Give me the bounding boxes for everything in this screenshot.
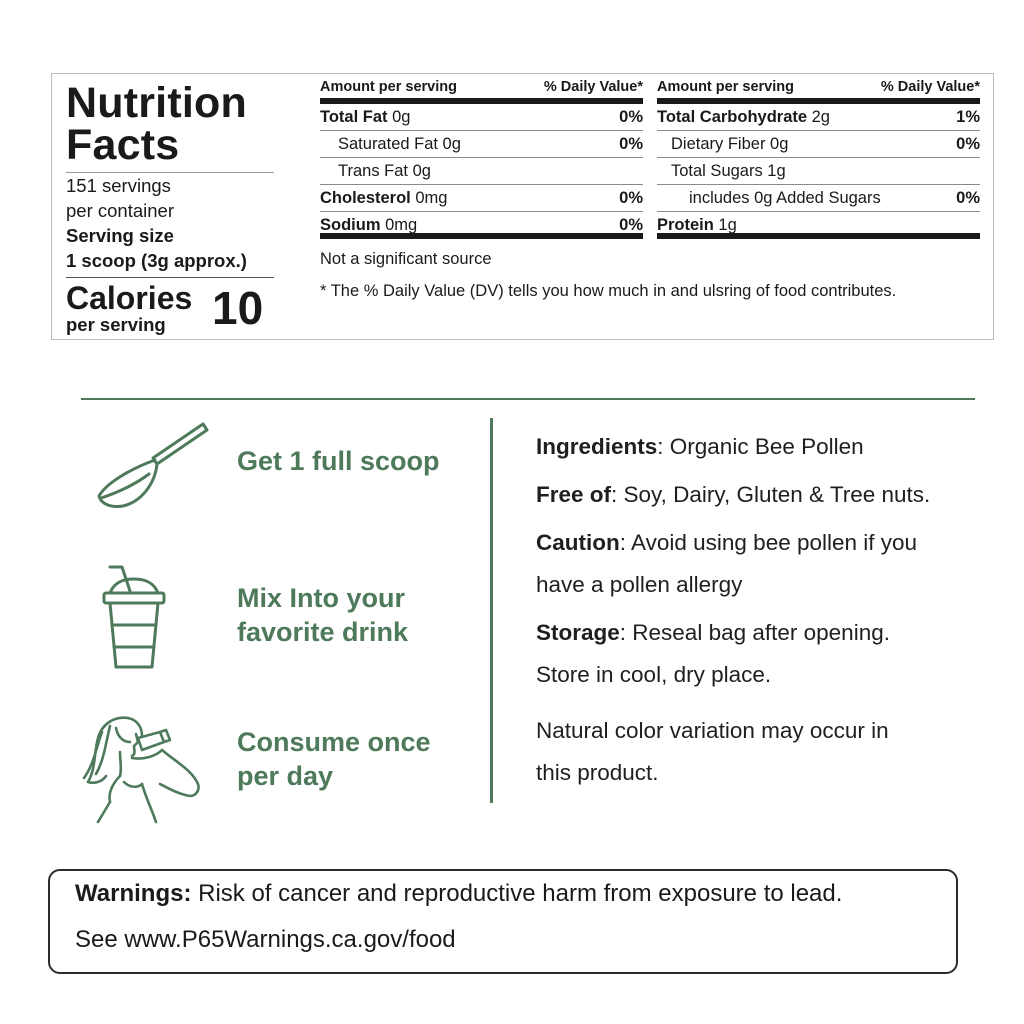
section-divider-horizontal [81, 398, 975, 400]
natural-color-line2: this product. [536, 760, 659, 785]
ingredients-label: Ingredients [536, 434, 658, 459]
amount-header: Amount per serving [657, 79, 794, 95]
nutrient-amount: Total Sugars 1g [671, 162, 786, 180]
nutrition-title [66, 79, 274, 169]
free-of-label: Free of [536, 482, 612, 507]
servings-line2: per container [66, 200, 174, 221]
nutrient-row-protein [657, 212, 980, 239]
caution-value-line2: have a pollen allergy [536, 572, 743, 597]
caution-value-line1: : Avoid using bee pollen if you [619, 530, 918, 555]
nutrient-percent: 0% [619, 108, 643, 126]
nutrient-table-right [657, 78, 980, 239]
daily-value-header: % Daily Value* [880, 79, 980, 95]
nutrient-amount: includes 0g Added Sugars [689, 189, 881, 207]
table-header [320, 78, 643, 104]
nutrient-row-total-sugars [657, 158, 980, 185]
step-3-line2: per day [237, 761, 334, 791]
calories-label: Calories [66, 280, 193, 316]
nutrient-name: Total Fat [320, 108, 388, 126]
nutrition-summary [66, 79, 274, 338]
nutrient-row-dietary-fiber [657, 131, 980, 158]
nutrient-percent: 0% [619, 216, 643, 234]
nutrient-amount: Saturated Fat 0g [338, 135, 461, 153]
nutrition-title-line1: Nutrition [66, 79, 247, 127]
warning-link-text: See www.P65Warnings.ca.gov/food [75, 926, 456, 953]
nutrient-percent: 0% [956, 189, 980, 207]
calories-value: 10 [212, 282, 264, 334]
servings-per-container [66, 173, 274, 223]
nutrient-percent: 0% [619, 135, 643, 153]
nutrient-name: Total Carbohydrate [657, 108, 808, 126]
nutrient-amount: 1g [713, 216, 737, 234]
calories-row [66, 278, 274, 338]
nutrient-row-total-fat [320, 104, 643, 131]
storage-value-line2: Store in cool, dry place. [536, 662, 772, 687]
warning-line1 [75, 877, 842, 911]
nutrient-row-total-carbohydrate [657, 104, 980, 131]
cup-with-straw-icon [100, 563, 168, 673]
table-header [657, 78, 980, 104]
daily-value-footnote: * The % Daily Value (DV) tells you how much in and ulsring of food contributes. [320, 282, 897, 300]
scoop-icon [93, 420, 213, 512]
storage-label: Storage [536, 620, 620, 645]
woman-drinking-icon [80, 712, 208, 824]
natural-color-line1: Natural color variation may occur in [536, 718, 889, 743]
nutrient-amount: 2g [807, 108, 830, 126]
nutrient-amount: 0g [387, 108, 411, 126]
nutrient-amount: Dietary Fiber 0g [671, 135, 789, 153]
warnings-box [48, 869, 958, 974]
nutrient-amount: 0mg [410, 189, 448, 207]
step-3-line1: Consume once [237, 727, 431, 757]
amount-header: Amount per serving [320, 79, 457, 95]
caution-block [536, 522, 996, 606]
nutrient-amount: 0mg [380, 216, 418, 234]
nutrient-name: Cholesterol [320, 189, 411, 207]
daily-value-header: % Daily Value* [543, 79, 643, 95]
nutrition-facts-panel [51, 73, 994, 340]
nutrient-table-left [320, 78, 643, 239]
nutrient-row-trans-fat [320, 158, 643, 185]
calories-per-serving: per serving [66, 314, 166, 335]
free-of-value: : Soy, Dairy, Gluten & Tree nuts. [611, 482, 931, 507]
nutrition-title-line2: Facts [66, 121, 180, 169]
nutrient-amount: Trans Fat 0g [338, 162, 431, 180]
step-2-line2: favorite drink [237, 617, 409, 647]
step-2-text [237, 581, 408, 649]
warning-label: Warnings: [75, 880, 192, 907]
step-1-text [237, 444, 440, 478]
nutrient-row-saturated-fat [320, 131, 643, 158]
storage-value-line1: : Reseal bag after opening. [619, 620, 890, 645]
storage-block [536, 612, 996, 696]
step-2-line1: Mix Into your [237, 583, 405, 613]
warning-text: Risk of cancer and reproductive harm from exposure to lead. [191, 880, 843, 907]
ingredients-line [536, 426, 996, 468]
nutrient-percent: 0% [956, 135, 980, 153]
ingredients-value: : Organic Bee Pollen [657, 434, 864, 459]
servings-line1: 151 servings [66, 175, 171, 196]
step-1-line1: Get 1 full scoop [237, 446, 440, 476]
caution-label: Caution [536, 530, 620, 555]
nutrient-row-cholesterol [320, 185, 643, 212]
serving-size [66, 223, 274, 273]
section-divider-vertical [490, 418, 493, 803]
serving-size-label: Serving size [66, 225, 174, 246]
serving-size-value: 1 scoop (3g approx.) [66, 250, 247, 271]
nutrient-name: Protein [657, 216, 714, 234]
nutrient-name: Sodium [320, 216, 381, 234]
natural-color-note [536, 710, 996, 794]
free-of-line [536, 474, 996, 516]
nutrient-row-added-sugars [657, 185, 980, 212]
not-significant-note: Not a significant source [320, 250, 492, 268]
step-3-text [237, 725, 431, 793]
nutrient-percent: 0% [619, 189, 643, 207]
nutrient-row-sodium [320, 212, 643, 239]
nutrient-percent: 1% [956, 108, 980, 126]
